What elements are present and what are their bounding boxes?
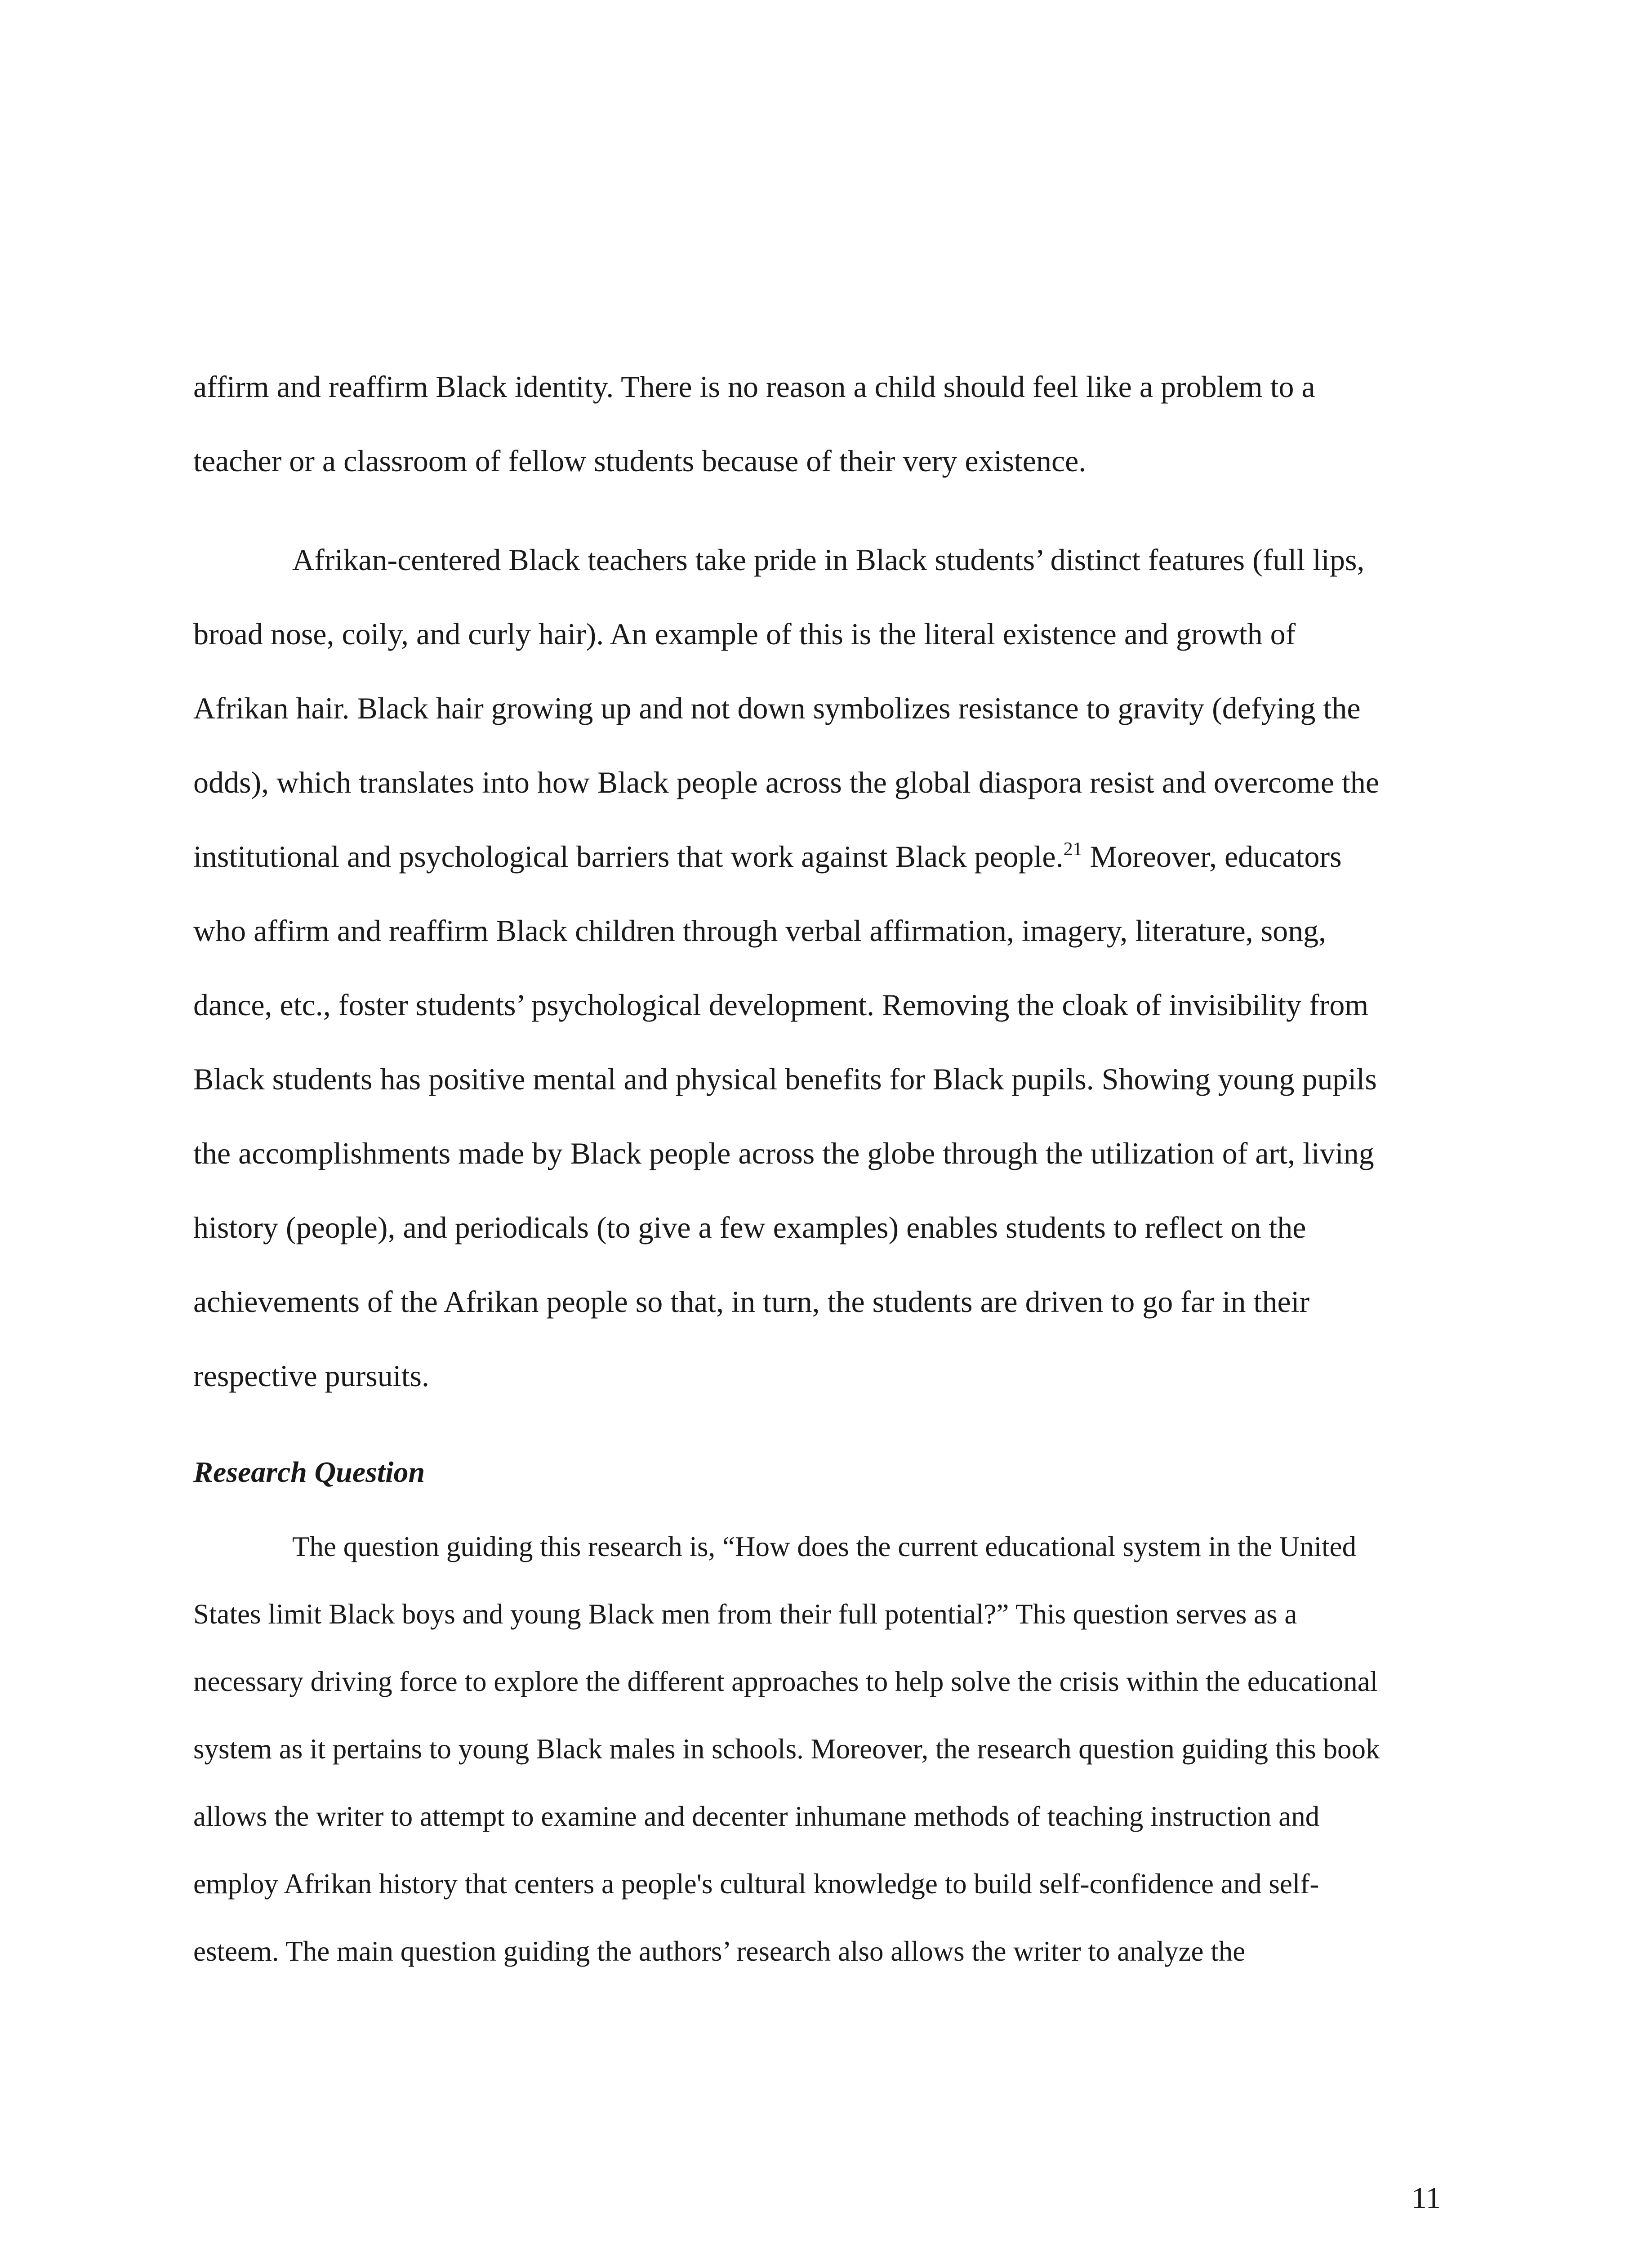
paragraph2-line-11: achievements of the Afrikan people so that, in turn, the students are driven to go far in their bbox=[193, 1285, 1310, 1319]
paragraph2-line-8: Black students has positive mental and physical benefits for Black pupils. Showing young pupils bbox=[193, 1062, 1377, 1096]
paragraph2-line-4: odds), which translates into how Black people across the global diaspora resist and overcome the bbox=[193, 765, 1380, 799]
paragraph3-line-6: employ Afrikan history that centers a people's cultural knowledge to build self-confidence and self- bbox=[193, 1868, 1319, 1900]
page-number: 11 bbox=[1412, 2181, 1441, 2215]
paragraph3-line-2: States limit Black boys and young Black men from their full potential?” This question serves as a bbox=[193, 1598, 1297, 1630]
footnote-reference: 21 bbox=[1063, 839, 1082, 860]
paragraph2-line-2: broad nose, coily, and curly hair). An example of this is the literal existence and growth of bbox=[193, 617, 1296, 651]
paragraph2-line-7: dance, etc., foster students’ psychological development. Removing the cloak of invisibility from bbox=[193, 988, 1369, 1022]
paragraph2-line-3: Afrikan hair. Black hair growing up and not down symbolizes resistance to gravity (defying the bbox=[193, 691, 1361, 725]
paragraph2-line-1: Afrikan-centered Black teachers take pride in Black students’ distinct features (full lips, bbox=[292, 543, 1365, 577]
paragraph2-line-10: history (people), and periodicals (to give a few examples) enables students to reflect on the bbox=[193, 1210, 1306, 1244]
paragraph1-line-2: teacher or a classroom of fellow students because of their very existence. bbox=[193, 444, 1086, 478]
paragraph2-line-6: who affirm and reaffirm Black children through verbal affirmation, imagery, literature, song, bbox=[193, 914, 1327, 948]
paragraph2-line-5-text: institutional and psychological barriers that work against Black people. bbox=[193, 839, 1064, 874]
paragraph3-line-7: esteem. The main question guiding the authors’ research also allows the writer to analyze the bbox=[193, 1936, 1246, 1967]
paragraph3-line-1: The question guiding this research is, “How does the current educational system in the United bbox=[292, 1531, 1357, 1562]
paragraph3-line-5: allows the writer to attempt to examine and decenter inhumane methods of teaching instruction and bbox=[193, 1801, 1320, 1832]
section-heading: Research Question bbox=[193, 1456, 425, 1489]
paragraph2-line-9: the accomplishments made by Black people across the globe through the utilization of art, living bbox=[193, 1136, 1374, 1170]
paragraph3-line-4: system as it pertains to young Black males in schools. Moreover, the research question guiding this book bbox=[193, 1733, 1380, 1765]
paragraph3-line-3: necessary driving force to explore the different approaches to help solve the crisis within the educational bbox=[193, 1666, 1378, 1697]
paragraph2-line-5 bbox=[193, 839, 1342, 874]
paragraph1-line-1: affirm and reaffirm Black identity. There is no reason a child should feel like a problem to a bbox=[193, 370, 1315, 404]
paragraph2-line-5-continuation: Moreover, educators bbox=[1082, 839, 1342, 874]
paragraph2-line-12: respective pursuits. bbox=[193, 1359, 429, 1393]
